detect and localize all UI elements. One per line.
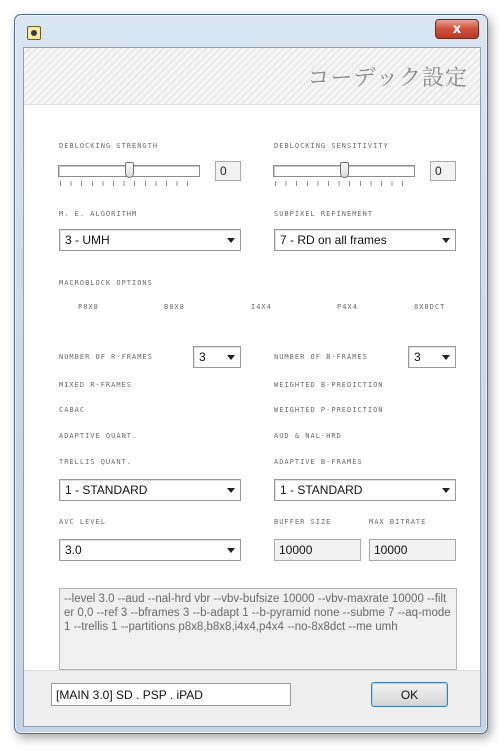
trellis-quant-value: 1 - STANDARD (65, 483, 148, 497)
footer-bar (24, 670, 480, 726)
chevron-down-icon (227, 355, 235, 360)
deblocking-sensitivity-value: 0 (430, 161, 456, 181)
adaptive-quant-option[interactable]: ADAPTIVE QUANT. (59, 432, 138, 440)
codec-settings-window (14, 14, 488, 734)
chevron-down-icon (442, 355, 450, 360)
deblocking-strength-label: DEBLOCKING STRENGTH (59, 142, 159, 150)
chevron-down-icon (227, 238, 235, 243)
deblocking-sensitivity-slider[interactable] (273, 160, 415, 188)
chevron-down-icon (442, 488, 450, 493)
buffer-size-label: BUFFER SIZE (274, 518, 332, 526)
r-frames-select[interactable] (193, 346, 241, 368)
me-algorithm-label: M. E. ALGORITHM (59, 210, 138, 218)
me-algorithm-select[interactable] (59, 229, 241, 251)
r-frames-label: NUMBER OF R-FRAMES (59, 353, 153, 361)
close-icon: x (452, 21, 462, 37)
macroblock-option-p4x4[interactable]: P4X4 (337, 303, 358, 311)
deblocking-strength-slider[interactable] (58, 160, 200, 188)
slider-ticks (275, 181, 413, 186)
slider-thumb[interactable] (125, 162, 134, 178)
preset-name-input[interactable]: [MAIN 3.0] SD . PSP . iPAD (51, 683, 291, 706)
cabac-option[interactable]: CABAC (59, 406, 86, 414)
r-frames-value: 3 (199, 350, 206, 364)
header-band (24, 48, 480, 105)
close-button[interactable] (435, 19, 479, 39)
command-line-preview[interactable]: --level 3.0 --aud --nal-hrd vbr --vbv-bufsize 10000 --vbv-maxrate 10000 --filter 0,0 --ref 3 --bframes 3 --b-adapt 1 --b-pyramid none --subme 7 --aq-mode 1 --trellis 1 --partitions p8x8,b8x8,i4x4,p4x4 --no-8x8dct --me umh (59, 588, 457, 670)
slider-thumb[interactable] (340, 162, 349, 178)
me-algorithm-value: 3 - UMH (65, 233, 110, 247)
dialog-content (23, 47, 481, 727)
b-frames-label: NUMBER OF B-FRAMES (274, 353, 368, 361)
weighted-b-prediction-option[interactable]: WEIGHTED B-PREDICTION (274, 381, 384, 389)
b-frames-select[interactable] (408, 346, 456, 368)
trellis-quant-select[interactable] (59, 479, 241, 501)
adaptive-b-frames-select[interactable] (274, 479, 456, 501)
subpixel-refinement-value: 7 - RD on all frames (280, 233, 387, 247)
slider-ticks (60, 181, 198, 186)
deblocking-strength-value: 0 (215, 161, 241, 181)
app-icon (27, 26, 41, 40)
adaptive-b-frames-value: 1 - STANDARD (280, 483, 363, 497)
deblocking-sensitivity-label: DEBLOCKING SENSITIVITY (274, 142, 389, 150)
b-frames-value: 3 (414, 350, 421, 364)
ok-button[interactable]: OK (371, 682, 448, 707)
adaptive-b-frames-label: ADAPTIVE B-FRAMES (274, 458, 363, 466)
max-bitrate-label: MAX BITRATE (369, 518, 427, 526)
avc-level-label: AVC LEVEL (59, 518, 106, 526)
macroblock-option-i4x4[interactable]: I4X4 (251, 303, 272, 311)
chevron-down-icon (442, 238, 450, 243)
avc-level-select[interactable] (59, 539, 241, 561)
chevron-down-icon (227, 488, 235, 493)
macroblock-option-b8x8[interactable]: B8X8 (164, 303, 185, 311)
avc-level-value: 3.0 (65, 543, 82, 557)
chevron-down-icon (227, 548, 235, 553)
max-bitrate-input[interactable]: 10000 (369, 539, 456, 561)
subpixel-refinement-select[interactable] (274, 229, 456, 251)
page-title: コーデック設定 (307, 66, 468, 91)
macroblock-options-label: MACROBLOCK OPTIONS (59, 279, 153, 287)
aud-nal-hrd-option[interactable]: AUD & NAL-HRD (274, 432, 342, 440)
mixed-r-frames-option[interactable]: MIXED R-FRAMES (59, 381, 133, 389)
trellis-quant-label: TRELLIS QUANT. (59, 458, 133, 466)
macroblock-option-p8x8[interactable]: P8X8 (78, 303, 99, 311)
macroblock-option-8x8dct[interactable]: 8X8DCT (414, 303, 446, 311)
subpixel-refinement-label: SUBPIXEL REFINEMENT (274, 210, 374, 218)
buffer-size-input[interactable]: 10000 (274, 539, 361, 561)
weighted-p-prediction-option[interactable]: WEIGHTED P-PREDICTION (274, 406, 384, 414)
